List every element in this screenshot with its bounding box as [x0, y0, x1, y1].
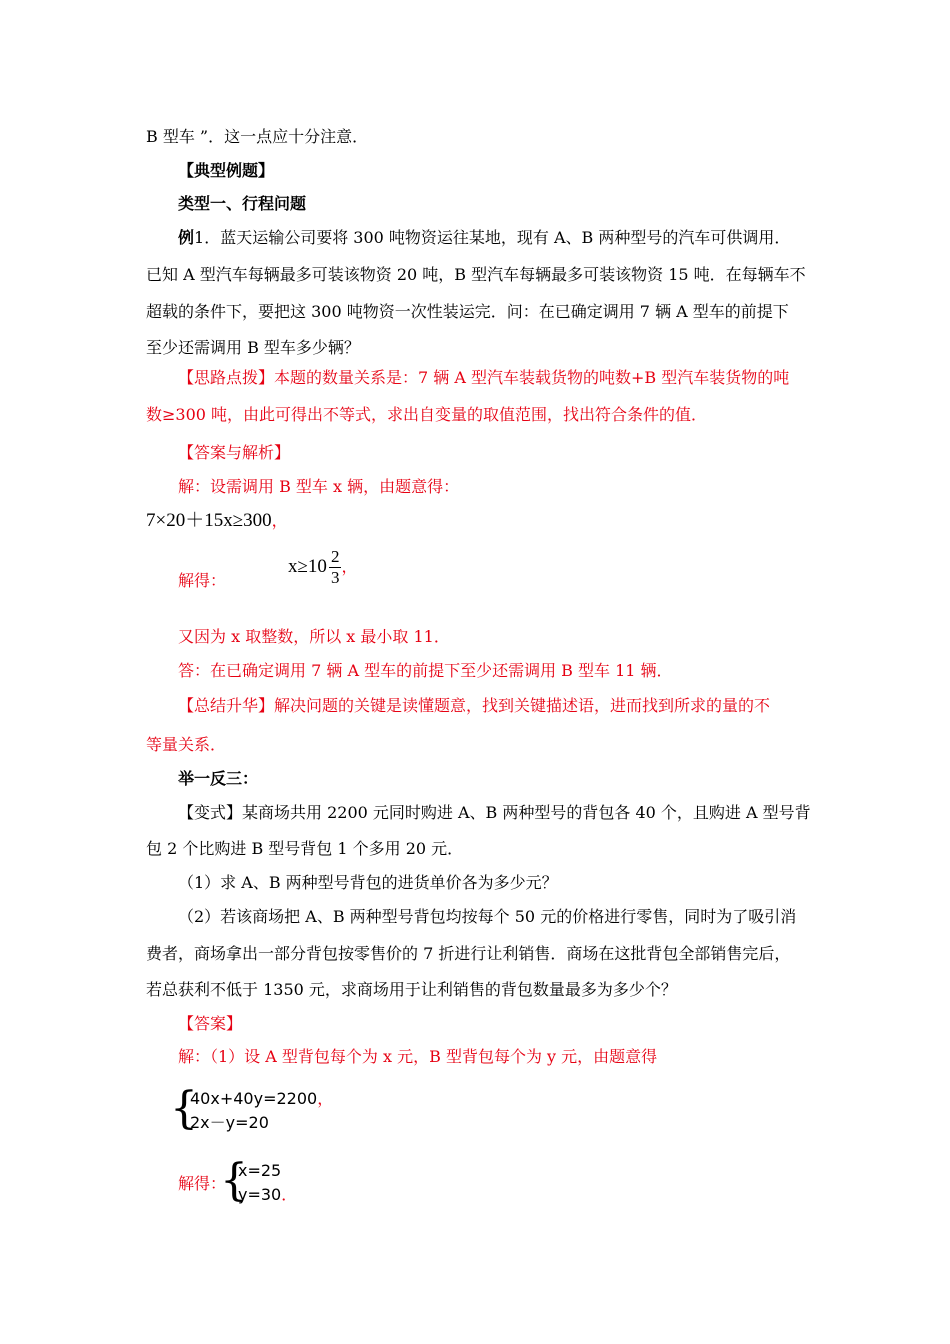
- system-eq-2: 2x－y=20: [190, 1113, 269, 1132]
- hint-line: [178, 367, 789, 389]
- example-line: [178, 227, 790, 249]
- text-line: B 型车 ”．这一点应十分注意．: [146, 127, 369, 146]
- summary-line: 等量关系．: [146, 735, 227, 754]
- practice-heading: 举一反三：: [178, 769, 259, 788]
- fraction-numerator: 2: [330, 547, 340, 566]
- equation-result: [288, 546, 357, 588]
- system-eq-1: 40x+40y=2200: [190, 1089, 318, 1108]
- left-brace-icon: {: [170, 1083, 198, 1134]
- answer-heading: 【答案】: [178, 1014, 243, 1033]
- solution-label: 解得：: [178, 1174, 227, 1193]
- type-heading: 类型一、行程问题: [178, 194, 307, 213]
- solution-line: 解：（1）设 A 型背包每个为 x 元，B 型背包每个为 y 元，由题意得: [178, 1047, 658, 1066]
- summary-text: 解决问题的关键是读懂题意，找到关键描述语，进而找到所求的量的不: [274, 696, 771, 715]
- solution-system: [238, 1159, 297, 1207]
- result-left: x≥10: [288, 556, 327, 577]
- solution-line: 又因为 x 取整数，所以 x 最小取 11．: [178, 627, 450, 646]
- question-1: （1）求 A、B 两种型号背包的进货单价各为多少元？: [178, 873, 558, 892]
- variant-line: 【变式】某商场共用 2200 元同时购进 A、B 两种型号的背包各 40 个，且购进 A 型号背: [178, 803, 811, 822]
- solution-label: 解得：: [178, 571, 227, 590]
- solution-x: x=25: [238, 1161, 282, 1180]
- summary-line: [178, 695, 770, 717]
- text-line: 若总获利不低于 1350 元，求商场用于让利销售的背包数量最多为多少个？: [146, 980, 677, 999]
- answer-heading: 【答案与解析】: [178, 443, 291, 462]
- solution-y: y=30: [238, 1185, 282, 1204]
- equation-inequality: [146, 510, 288, 532]
- equation-comma: ，: [271, 511, 288, 530]
- hint-line: 数≥300 吨，由此可得出不等式，求出自变量的取值范围，找出符合条件的值．: [146, 405, 708, 424]
- hint-text: 本题的数量关系是：7 辆 A 型汽车装载货物的吨数+B 型汽车装货物的吨: [274, 368, 790, 387]
- equation-text: 7×20＋15x≥300: [146, 510, 272, 531]
- fraction-denominator: 3: [330, 568, 340, 587]
- section-heading: 【典型例题】: [178, 161, 275, 180]
- text-line: 至少还需调用 B 型车多少辆？: [146, 338, 360, 357]
- hint-label: 【思路点拨】: [178, 368, 275, 387]
- solution-line: 解：设需调用 B 型车 x 辆，由题意得：: [178, 477, 460, 496]
- example-label: 例: [178, 228, 195, 247]
- text-line: 费者，商场拿出一部分背包按零售价的 7 折进行让利销售．商场在这批背包全部销售完后，: [146, 944, 791, 963]
- answer-line: 答：在已确定调用 7 辆 A 型车的前提下至少还需调用 B 型车 11 辆．: [178, 661, 673, 680]
- question-2: （2）若该商场把 A、B 两种型号背包均按每个 50 元的价格进行零售，同时为了吸引消: [178, 907, 797, 926]
- solution-period: ．: [281, 1185, 298, 1204]
- equation-system: [190, 1087, 333, 1135]
- text-line: 已知 A 型汽车每辆最多可装该物资 20 吨，B 型汽车每辆最多可装该物资 15 吨．在每辆车不: [146, 265, 806, 284]
- system-comma: ，: [317, 1089, 334, 1108]
- text-line: 超载的条件下，要把这 300 吨物资一次性装运完．问：在已确定调用 7 辆 A 型车的前提下: [146, 302, 789, 321]
- summary-label: 【总结升华】: [178, 696, 275, 715]
- left-brace-icon: {: [220, 1155, 248, 1206]
- text-line: 包 2 个比购进 B 型号背包 1 个多用 20 元．: [146, 839, 464, 858]
- result-comma: ，: [341, 557, 358, 576]
- example-text: 1．蓝天运输公司要将 300 吨物资运往某地，现有 A、B 两种型号的汽车可供调用．: [194, 228, 791, 247]
- fraction: [329, 547, 342, 588]
